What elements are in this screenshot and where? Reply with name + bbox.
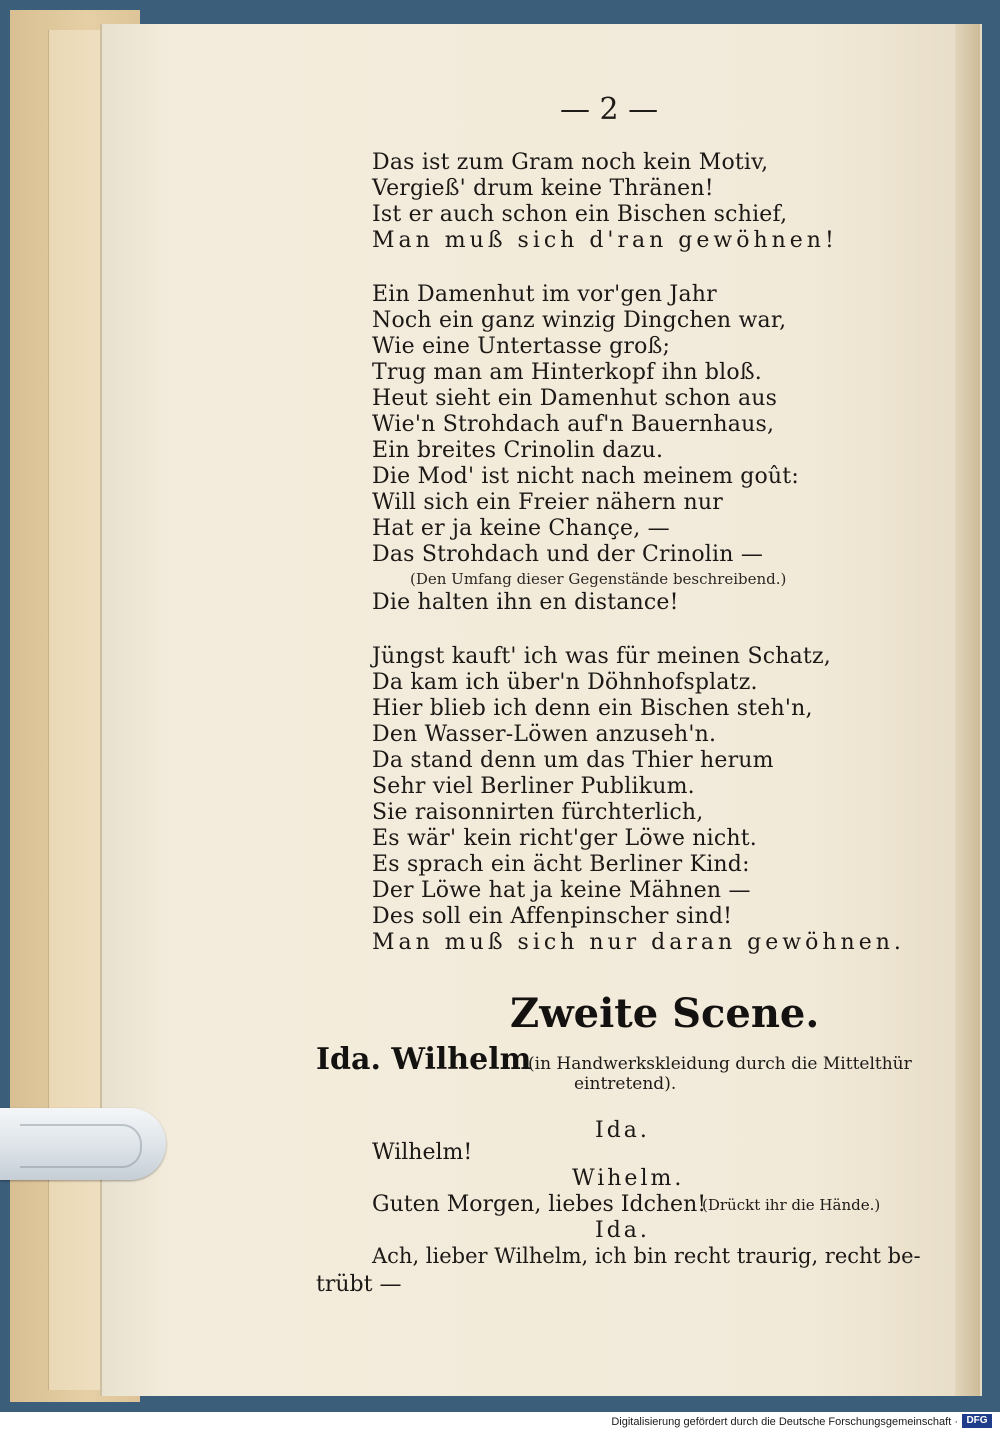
dfg-logo: DFG — [962, 1414, 992, 1428]
dialogue-line: Guten Morgen, liebes Idchen! — [372, 1192, 707, 1217]
verse-line: Heut sieht ein Damenhut schon aus — [372, 386, 778, 411]
dialogue-line: trübt — — [316, 1272, 402, 1297]
verse-line: Man muß sich nur daran gewöhnen. — [372, 930, 905, 955]
verse-line: Man muß sich d'ran gewöhnen! — [372, 228, 838, 253]
verse-line: Da kam ich über'n Döhnhofsplatz. — [372, 670, 758, 695]
verse-line: Die halten ihn en distance! — [372, 590, 679, 615]
verse-line: Trug man am Hinterkopf ihn bloß. — [372, 360, 762, 385]
page-right-edge — [955, 24, 980, 1396]
verse-line: Ist er auch schon ein Bischen schief, — [372, 202, 788, 227]
verse-line: Den Wasser-Löwen anzuseh'n. — [372, 722, 717, 747]
verse-line: Sie raisonnirten fürchterlich, — [372, 800, 704, 825]
verse-line: Es wär' kein richt'ger Löwe nicht. — [372, 826, 757, 851]
page-clip-highlight — [20, 1124, 142, 1168]
verse-line: Sehr viel Berliner Publikum. — [372, 774, 695, 799]
cast-stage-direction: eintretend). — [574, 1074, 677, 1094]
verse-line: Hat er ja keine Chançe, — — [372, 516, 670, 541]
dialogue-line: Wilhelm! — [372, 1140, 473, 1165]
cast-names: Ida. Wilhelm — [316, 1042, 532, 1077]
verse-line: Das Strohdach und der Crinolin — — [372, 542, 764, 567]
verse-line: Vergieß' drum keine Thränen! — [372, 176, 714, 201]
page-number: — 2 — — [560, 92, 659, 127]
scene-title: Zweite Scene. — [510, 990, 820, 1037]
footer-credit: Digitalisierung gefördert durch die Deutsche Forschungsgemeinschaft · — [611, 1416, 958, 1428]
verse-line: Es sprach ein ächt Berliner Kind: — [372, 852, 750, 877]
page-clip — [0, 1108, 166, 1180]
cast-stage-direction: (in Handwerkskleidung durch die Mittelthür — [528, 1054, 912, 1074]
verse-line: Will sich ein Freier nähern nur — [372, 490, 723, 515]
verse-line: Wie'n Strohdach auf'n Bauernhaus, — [372, 412, 775, 437]
verse-line: Hier blieb ich denn ein Bischen steh'n, — [372, 696, 813, 721]
verse-line: Noch ein ganz winzig Dingchen war, — [372, 308, 787, 333]
verse-line: Der Löwe hat ja keine Mähnen — — [372, 878, 751, 903]
verse-line: Des soll ein Affenpinscher sind! — [372, 904, 733, 929]
stage-direction: (Drückt ihr die Hände.) — [702, 1196, 881, 1214]
stage-direction: (Den Umfang dieser Gegenstände beschreibend.) — [410, 570, 787, 588]
verse-line: Da stand denn um das Thier herum — [372, 748, 774, 773]
speaker-name: Ida. — [595, 1118, 650, 1143]
verse-line: Ein Damenhut im vor'gen Jahr — [372, 282, 717, 307]
verse-line: Wie eine Untertasse groß; — [372, 334, 671, 359]
dialogue-line: Ach, lieber Wilhelm, ich bin recht traurig, recht be- — [372, 1244, 921, 1268]
verse-line: Jüngst kauft' ich was für meinen Schatz, — [372, 644, 831, 669]
speaker-name: Wihelm. — [572, 1166, 685, 1191]
verse-line: Die Mod' ist nicht nach meinem goût: — [372, 464, 799, 489]
verse-line: Ein breites Crinolin dazu. — [372, 438, 664, 463]
speaker-name: Ida. — [595, 1218, 650, 1243]
verse-line: Das ist zum Gram noch kein Motiv, — [372, 150, 769, 175]
